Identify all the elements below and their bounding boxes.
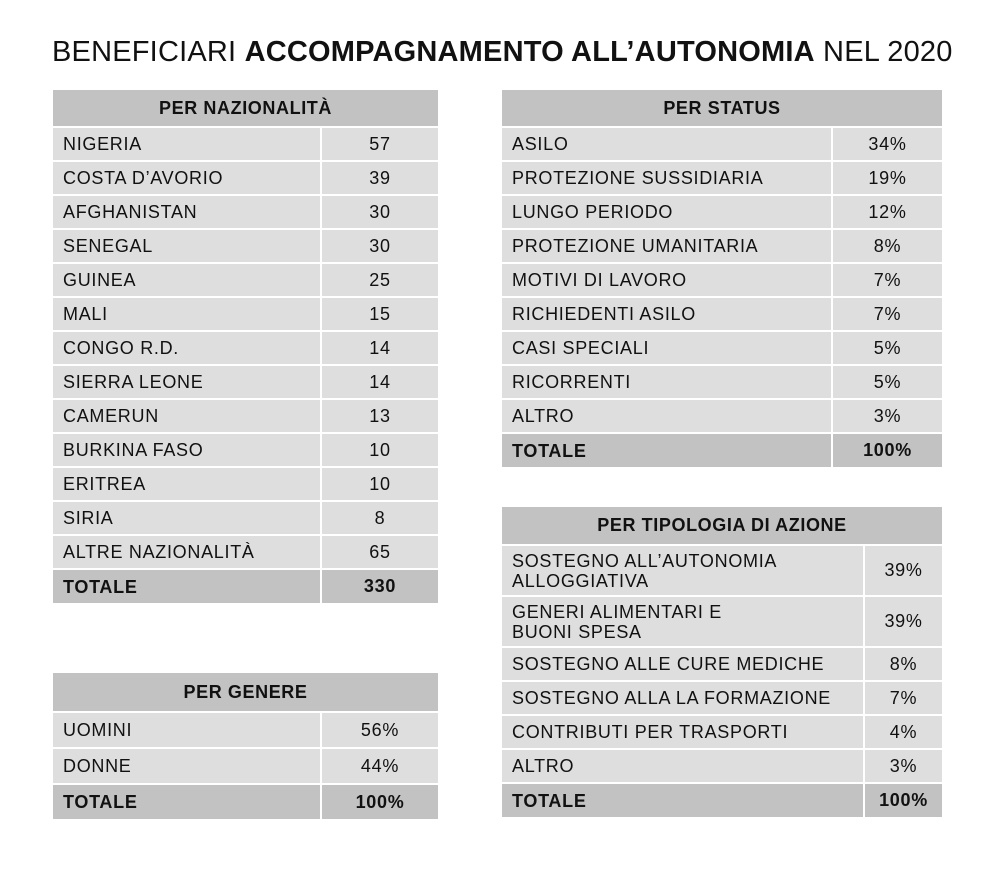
row-label: ALTRE NAZIONALITÀ (53, 535, 321, 569)
row-label: ALTRO (502, 749, 864, 783)
status-total-value: 100% (832, 433, 942, 467)
status-total-label: TOTALE (502, 433, 832, 467)
table-row (502, 331, 942, 365)
page-title (52, 36, 952, 69)
table-row (53, 399, 438, 433)
table-row (53, 263, 438, 297)
table-row (53, 229, 438, 263)
row-value: 8% (864, 647, 942, 681)
status-table (502, 90, 942, 467)
table-row (53, 501, 438, 535)
table-row (502, 715, 942, 749)
row-label: CONTRIBUTI PER TRASPORTI (502, 715, 864, 749)
row-label: DONNE (53, 748, 321, 784)
row-value: 19% (832, 161, 942, 195)
row-value: 7% (832, 297, 942, 331)
gender-total-value: 100% (321, 784, 438, 819)
action-type-header: PER TIPOLOGIA DI AZIONE (502, 507, 942, 545)
row-label: COSTA D’AVORIO (53, 161, 321, 195)
table-row (502, 229, 942, 263)
row-label: ALTRO (502, 399, 832, 433)
row-value: 7% (864, 681, 942, 715)
row-value: 14 (321, 331, 438, 365)
table-row (502, 195, 942, 229)
row-label: AFGHANISTAN (53, 195, 321, 229)
row-label: ASILO (502, 127, 832, 161)
row-value: 8 (321, 501, 438, 535)
table-row (53, 195, 438, 229)
row-value: 57 (321, 127, 438, 161)
table-row (53, 535, 438, 569)
table-row (502, 545, 942, 596)
row-value: 14 (321, 365, 438, 399)
row-value: 4% (864, 715, 942, 749)
row-label: PROTEZIONE SUSSIDIARIA (502, 161, 832, 195)
row-label: MOTIVI DI LAVORO (502, 263, 832, 297)
table-row (53, 433, 438, 467)
row-label: NIGERIA (53, 127, 321, 161)
table-row (502, 749, 942, 783)
row-label: ERITREA (53, 467, 321, 501)
nationality-total-value: 330 (321, 569, 438, 603)
row-label: CAMERUN (53, 399, 321, 433)
row-label: SOSTEGNO ALLA LA FORMAZIONE (502, 681, 864, 715)
nationality-table (53, 90, 438, 603)
row-value: 65 (321, 535, 438, 569)
table-row (502, 681, 942, 715)
status-header: PER STATUS (502, 90, 942, 127)
row-value: 56% (321, 712, 438, 748)
gender-total-row (53, 784, 438, 819)
row-value: 10 (321, 433, 438, 467)
nationality-total-label: TOTALE (53, 569, 321, 603)
table-row (53, 712, 438, 748)
title-bold: ACCOMPAGNAMENTO ALL’AUTONOMIA (244, 36, 815, 68)
row-value: 30 (321, 195, 438, 229)
nationality-header: PER NAZIONALITÀ (53, 90, 438, 127)
gender-rows (53, 712, 438, 784)
row-label: BURKINA FASO (53, 433, 321, 467)
table-row (502, 399, 942, 433)
status-total-row (502, 433, 942, 467)
row-label: SOSTEGNO ALL’AUTONOMIA ALLOGGIATIVA (502, 545, 864, 596)
row-value: 39% (864, 596, 942, 647)
table-row (53, 365, 438, 399)
nationality-total-row (53, 569, 438, 603)
row-value: 5% (832, 365, 942, 399)
row-label: GENERI ALIMENTARI E BUONI SPESA (502, 596, 864, 647)
row-value: 12% (832, 195, 942, 229)
row-label: RICORRENTI (502, 365, 832, 399)
row-label: UOMINI (53, 712, 321, 748)
table-row (502, 263, 942, 297)
gender-table (53, 673, 438, 819)
table-row (502, 596, 942, 647)
table-row (502, 127, 942, 161)
row-label: SIERRA LEONE (53, 365, 321, 399)
status-rows (502, 127, 942, 433)
nationality-rows (53, 127, 438, 569)
row-value: 25 (321, 263, 438, 297)
row-value: 30 (321, 229, 438, 263)
title-suffix: NEL 2020 (823, 36, 953, 68)
action-type-table (502, 507, 942, 817)
table-row (502, 297, 942, 331)
row-label: SENEGAL (53, 229, 321, 263)
table-row (53, 297, 438, 331)
row-value: 34% (832, 127, 942, 161)
row-value: 44% (321, 748, 438, 784)
row-label: GUINEA (53, 263, 321, 297)
action-type-total-row (502, 783, 942, 817)
table-row (502, 365, 942, 399)
row-label: MALI (53, 297, 321, 331)
row-value: 10 (321, 467, 438, 501)
table-row (502, 647, 942, 681)
table-row (53, 161, 438, 195)
row-value: 3% (864, 749, 942, 783)
row-label: LUNGO PERIODO (502, 195, 832, 229)
table-row (53, 748, 438, 784)
row-label: RICHIEDENTI ASILO (502, 297, 832, 331)
title-prefix: BENEFICIARI (52, 36, 237, 68)
table-row (53, 127, 438, 161)
row-value: 15 (321, 297, 438, 331)
table-row (502, 161, 942, 195)
row-label: SIRIA (53, 501, 321, 535)
action-type-total-label: TOTALE (502, 783, 864, 817)
table-row (53, 331, 438, 365)
action-type-total-value: 100% (864, 783, 942, 817)
row-value: 39% (864, 545, 942, 596)
row-value: 3% (832, 399, 942, 433)
gender-total-label: TOTALE (53, 784, 321, 819)
row-value: 7% (832, 263, 942, 297)
row-label: SOSTEGNO ALLE CURE MEDICHE (502, 647, 864, 681)
row-label: CASI SPECIALI (502, 331, 832, 365)
table-row (53, 467, 438, 501)
gender-header: PER GENERE (53, 673, 438, 712)
row-value: 8% (832, 229, 942, 263)
row-value: 39 (321, 161, 438, 195)
row-value: 13 (321, 399, 438, 433)
row-value: 5% (832, 331, 942, 365)
action-type-rows (502, 545, 942, 783)
row-label: CONGO R.D. (53, 331, 321, 365)
row-label: PROTEZIONE UMANITARIA (502, 229, 832, 263)
